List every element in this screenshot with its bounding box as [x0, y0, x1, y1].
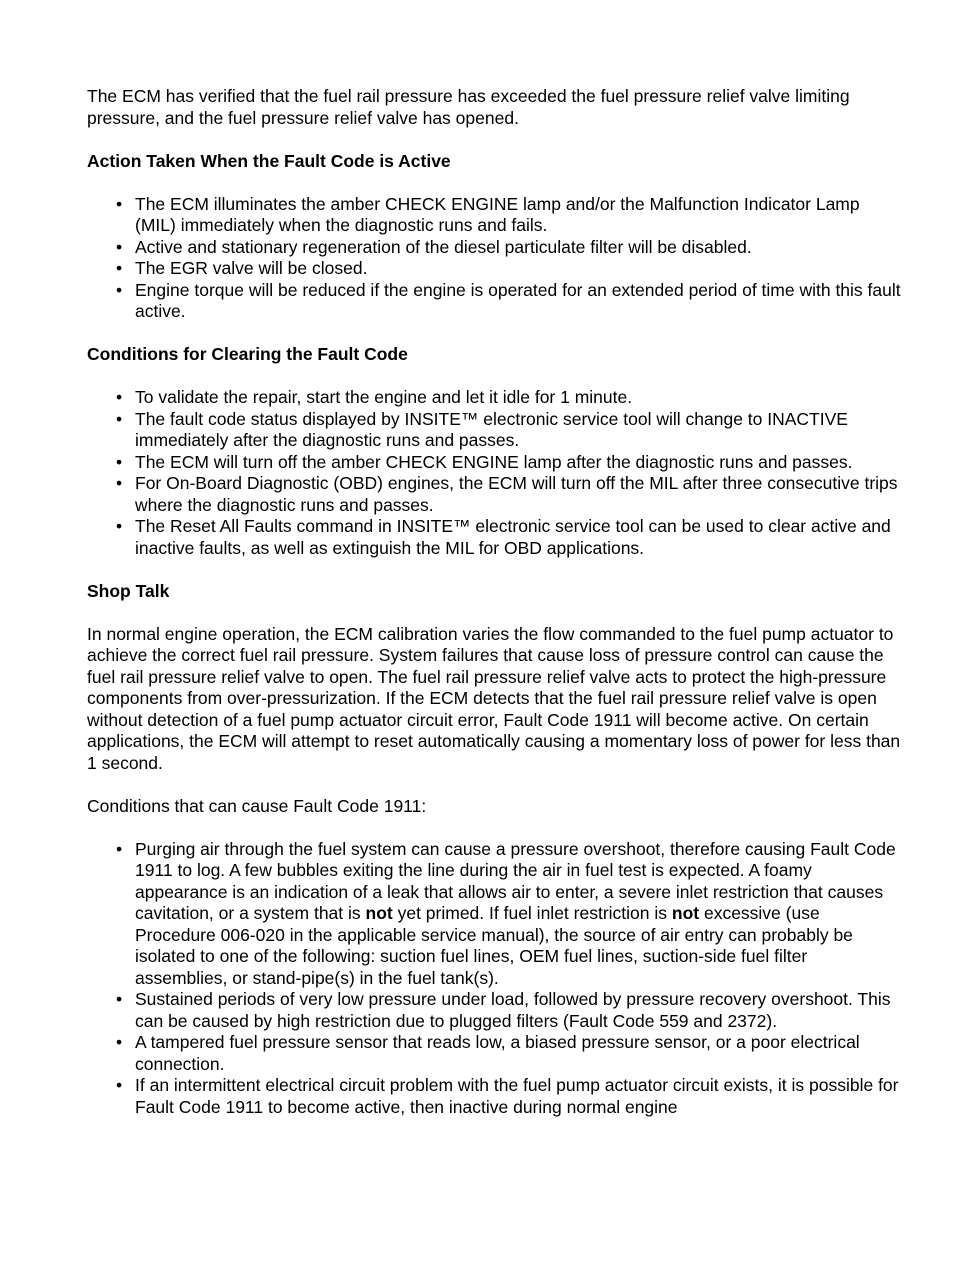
- bullet-icon: •: [116, 258, 123, 278]
- list-item: [116, 193, 902, 237]
- bullet-icon: •: [116, 236, 123, 257]
- list-item-text: If an intermittent electrical circuit problem with the fuel pump actuator circuit exists, it is possible for Fault Code 1911 to become active, then inactive during normal engine: [135, 1075, 899, 1117]
- action-list: [87, 194, 902, 323]
- list-item-text: The fault code status displayed by INSITE™ electronic service tool will change to INACTIVE immediately after the diagnostic runs and passes.: [135, 408, 848, 450]
- bullet-icon: •: [116, 516, 123, 536]
- list-item-text: The Reset All Faults command in INSITE™ electronic service tool can be used to clear active and inactive faults, as well as extinguish the MIL for OBD applications.: [135, 516, 891, 558]
- text-run: excessive (use Procedure 006-020 in the applicable service manual), the source of air entry can probably be isolated to one of the following: suction fuel lines, OEM fuel lines, suction-side fuel filter assemblies, or stand-pipe(s) in the fuel tank(s).: [135, 903, 853, 988]
- list-item-text: Active and stationary regeneration of the diesel particulate filter will be disabled.: [135, 236, 752, 257]
- list-item-text: [135, 839, 896, 988]
- list-item: [116, 279, 902, 323]
- conditions-intro: Conditions that can cause Fault Code 1911:: [87, 795, 427, 816]
- emphasis-not: not: [365, 903, 393, 923]
- bullet-icon: •: [116, 473, 123, 493]
- shop-talk-paragraph: In normal engine operation, the ECM calibration varies the flow commanded to the fuel pump actuator to achieve the correct fuel rail pressure. System failures that cause loss of pressure control can cause the fuel rail pressure relief valve to open. The fuel rail pressure relief valve acts to protect the high-pressure components from over-pressurization. If the ECM detects that the fuel rail pressure relief valve is open without detection of a fuel pump actuator circuit error, Fault Code 1911 will become active. On certain applications, the ECM will attempt to reset automatically causing a momentary loss of power for less than 1 second.: [87, 623, 901, 773]
- bullet-icon: •: [116, 1075, 123, 1095]
- text-run: Purging air through the fuel system can cause a pressure overshoot, therefore causing Fault Code 1911 to log. A few bubbles exiting the line during the air in fuel test is expected. A foamy appearance is an indication of a leak that allows air to enter, a severe inlet restriction that causes cavitation, or a system that is: [135, 838, 896, 923]
- list-item: [116, 387, 902, 409]
- list-item: [116, 258, 902, 280]
- bullet-icon: •: [116, 451, 123, 472]
- intro-paragraph: The ECM has verified that the fuel rail pressure has exceeded the fuel pressure relief valve limiting pressure, and the fuel pressure relief valve has opened.: [87, 86, 850, 128]
- bullet-icon: •: [116, 387, 123, 407]
- document-page: [87, 86, 902, 1118]
- clearing-heading: Conditions for Clearing the Fault Code: [87, 344, 408, 364]
- list-item-text: A tampered fuel pressure sensor that reads low, a biased pressure sensor, or a poor electrical connection.: [135, 1032, 860, 1074]
- bullet-icon: •: [116, 989, 123, 1009]
- list-item-text: For On-Board Diagnostic (OBD) engines, the ECM will turn off the MIL after three consecutive trips where the diagnostic runs and passes.: [135, 473, 898, 515]
- list-item-text: Sustained periods of very low pressure under load, followed by pressure recovery overshoot. This can be caused by high restriction due to plugged filters (Fault Code 559 and 2372).: [135, 989, 891, 1031]
- list-item: [116, 1075, 902, 1118]
- conditions-list: [87, 839, 902, 1119]
- text-run: yet primed. If fuel inlet restriction is: [392, 903, 672, 923]
- shop-talk-heading: Shop Talk: [87, 580, 170, 601]
- clearing-list: [87, 387, 902, 559]
- emphasis-not: not: [671, 903, 700, 923]
- list-item-text: Engine torque will be reduced if the engine is operated for an extended period of time with this fault active.: [135, 279, 901, 321]
- list-item-text: The ECM will turn off the amber CHECK ENGINE lamp after the diagnostic runs and passes.: [135, 451, 853, 472]
- bullet-icon: •: [116, 408, 123, 429]
- bullet-icon: •: [116, 193, 123, 214]
- list-item: [116, 236, 902, 259]
- list-item: [116, 838, 902, 990]
- list-item: [116, 473, 902, 516]
- list-item-text: To validate the repair, start the engine and let it idle for 1 minute.: [135, 387, 633, 407]
- bullet-icon: •: [116, 1032, 123, 1052]
- bullet-icon: •: [116, 838, 123, 859]
- list-item: [116, 516, 902, 559]
- list-item: [116, 1032, 902, 1075]
- list-item-text: The ECM illuminates the amber CHECK ENGINE lamp and/or the Malfunction Indicator Lamp (MIL) immediately when the diagnostic runs and fails.: [135, 193, 860, 235]
- list-item-text: The EGR valve will be closed.: [135, 258, 368, 278]
- bullet-icon: •: [116, 279, 123, 300]
- list-item: [116, 451, 902, 474]
- action-heading: Action Taken When the Fault Code is Active: [87, 150, 451, 171]
- list-item: [116, 408, 902, 452]
- list-item: [116, 989, 902, 1032]
